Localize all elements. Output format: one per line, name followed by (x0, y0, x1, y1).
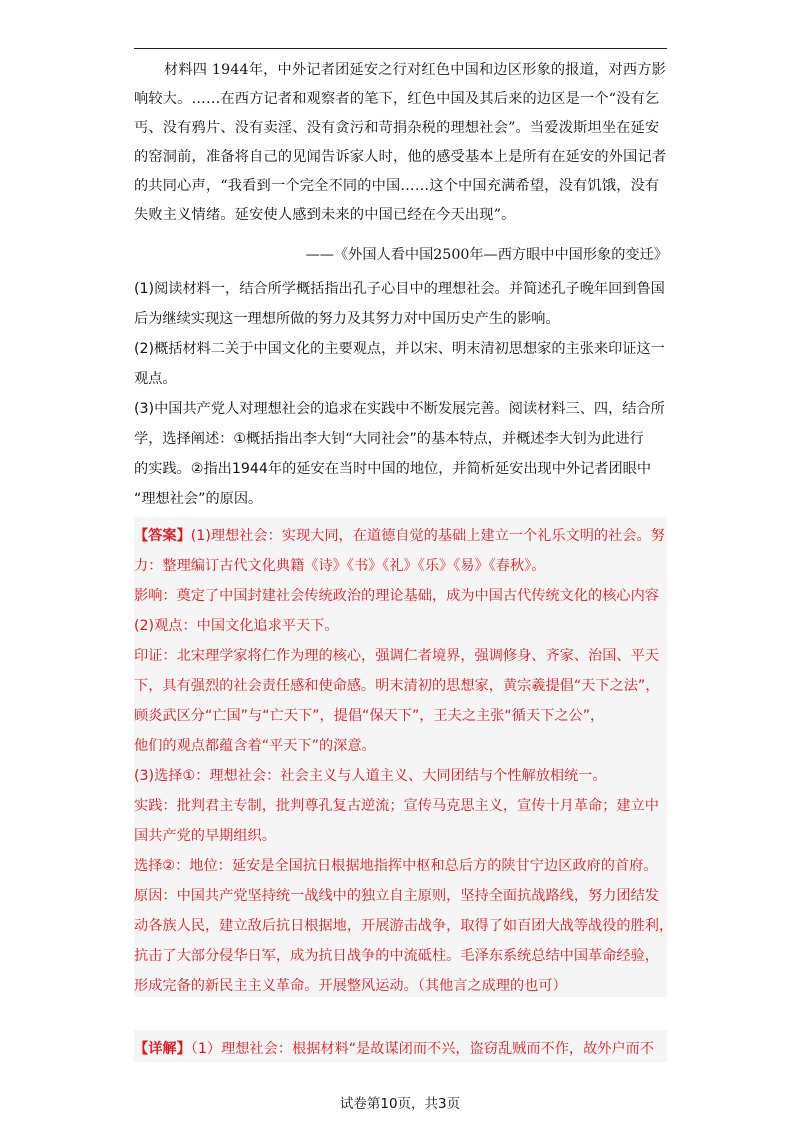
question-line: (1)阅读材料一，结合所学概括指出孔子心目中的理想社会。并简述孔子晚年回到鲁国 (134, 281, 665, 297)
answer-line: 力：整理编订古代文化典籍《诗》《书》《礼》《乐》《易》《春秋》。 (134, 558, 546, 574)
material-line: 材料四 1944年，中外记者团延安之行对红色中国和边区形象的报道，对西方影 (164, 62, 667, 78)
material-source-citation: ——《外国人看中国2500年—西方眼中中国形象的变迁》 (305, 247, 668, 263)
material-line: 失败主义情绪。延安使人感到未来的中国已经在今天出现”。 (134, 207, 516, 223)
answer-line: 影响：奠定了中国封建社会传统政治的理论基础，成为中国古代传统文化的核心内容 (134, 588, 659, 604)
question-line: (2)概括材料二关于中国文化的主要观点，并以宋、明末清初思想家的主张来印证这一 (134, 341, 665, 357)
answer-line: 实践：批判君主专制，批判尊孔复古逆流；宣传马克思主义，宣传十月革命；建立中 (134, 798, 659, 814)
answer-first-line: (1)理想社会：实现大同，在道德自觉的基础上建立一个礼乐文明的社会。努 (190, 528, 665, 544)
detail-tag: 【详解】 (134, 1041, 191, 1057)
answer-line: 下，具有强烈的社会责任感和使命感。明末清初的思想家，黄宗羲提倡“天下之法”， (134, 678, 660, 694)
material-line: 的共同心声，“我看到一个完全不同的中国……这个中国充满希望，没有饥饿，没有 (134, 178, 660, 194)
top-divider (134, 48, 667, 49)
material-line: 响较大。……在西方记者和观察者的笔下，红色中国及其后来的边区是一个“没有乞 (134, 91, 660, 107)
answer-line: 动各族人民，建立敌后抗日根据地，开展游击战争，取得了如百团大战等战役的胜利， (134, 918, 674, 934)
answer-line: 顾炎武区分“亡国”与“亡天下”，提倡“保天下”，王夫之主张“循天下之公”， (134, 708, 605, 724)
answer-line: 形成完备的新民主主义革命。开展整风运动。（其他言之成理的也可） (134, 978, 567, 994)
question-line: (3)中国共产党人对理想社会的追求在实践中不断发展完善。阅读材料三、四，结合所 (134, 401, 665, 417)
detail-line (134, 1034, 667, 1064)
question-line: “理想社会”的原因。 (134, 491, 263, 507)
answer-line: (2)观点：中国文化追求平天下。 (134, 618, 339, 634)
answer-line: 抗击了大部分侵华日军，成为抗日战争的中流砥柱。毛泽东系统总结中国革命经验， (134, 948, 659, 964)
answer-line: 选择②：地位：延安是全国抗日根据地指挥中枢和总后方的陕甘宁边区政府的首府。 (134, 858, 658, 874)
question-line: 后为继续实现这一理想所做的努力及其努力对中国历史产生的影响。 (134, 311, 560, 327)
detail-block (134, 1030, 667, 1062)
question-line: 学，选择阐述：①概括指出李大钊“大同社会”的基本特点，并概述李大钊为此进行 (134, 431, 644, 447)
answer-line: 国共产党的早期组织。 (134, 828, 276, 844)
answer-line: 原因：中国共产党坚持统一战线中的独立自主原则，坚持全面抗战路线，努力团结发 (134, 888, 659, 904)
page-footer: 试卷第10页，共3页 (339, 1096, 461, 1112)
question-line: 观点。 (134, 371, 177, 387)
answer-tag: 【答案】 (134, 528, 191, 544)
answer-line: 他们的观点都蕴含着“平天下”的深意。 (134, 738, 376, 754)
answer-line: (3)选择①：理想社会：社会主义与人道主义、大同团结与个性解放相统一。 (134, 768, 607, 784)
answer-line (134, 521, 667, 551)
material-four-paragraph (134, 56, 668, 230)
answer-block (134, 517, 674, 997)
material-line: 丐、没有鸦片、没有卖淫、没有贪污和苛捐杂税的理想社会”。当爱泼斯坦坐在延安 (134, 120, 660, 136)
question-line: 的实践。②指出1944年的延安在当时中国的地位，并简析延安出现中外记者团眼中 (134, 461, 652, 477)
material-line: 的窑洞前，准备将自己的见闻告诉家人时，他的感受基本上是所有在延安的外国记者 (134, 149, 667, 165)
answer-line: 印证：北宋理学家将仁作为理的核心，强调仁者境界，强调修身、齐家、治国、平天 (134, 648, 659, 664)
detail-text: （1）理想社会：根据材料“是故谋闭而不兴，盗窃乱贼而不作，故外户而不 (190, 1041, 655, 1057)
questions-block (134, 274, 668, 514)
